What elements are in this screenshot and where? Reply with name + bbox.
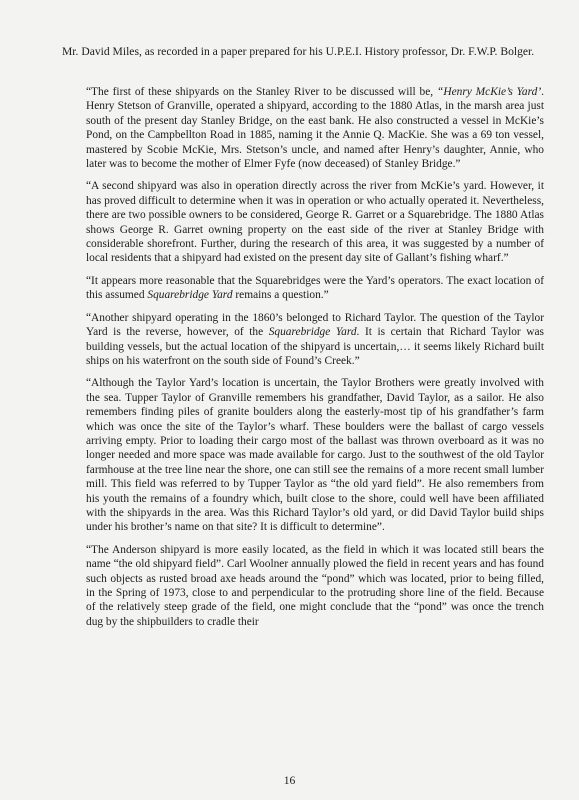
quote-paragraph	[86, 311, 544, 369]
text-segment: . It is certain that Richard Taylor was building vessels, but the actual location of the shipyard is uncertain,… it seems likely Richard built ships on his waterfront on the south side of Found’s Creek.”	[86, 326, 544, 367]
italic-text: “Henry McKie’s Yard’	[437, 86, 542, 98]
quote-paragraph	[86, 274, 544, 303]
text-segment: . Henry Stetson of Granville, operated a shipyard, according to the 1880 Atlas, in the marsh area just south of the present day Stanley Bridge, on the east bank. He also constructed a vessel in McKie’s Pond, on the Campbellton Road in 1885, naming it the Annie Q. MacKie. She was a 69 ton vessel, mastered by Scobie McKie, Mrs. Stetson’s uncle, and named after Henry’s daughter, Annie, who later was to become the mother of Elmer Fyfe (now deceased) of Stanley Bridge.”	[86, 86, 544, 171]
quote-paragraph	[86, 85, 544, 171]
text-segment: “Another shipyard operating in the 1860’s belonged to Richard Taylor. The question of the Taylor Yard is the reverse, however, of the	[86, 311, 544, 339]
quote-paragraph	[86, 179, 544, 265]
intro-text: Mr. David Miles, as recorded in a paper prepared for his U.P.E.I. History professor, Dr. F.W.P. Bolger.	[62, 45, 535, 58]
text-segment: “The Anderson shipyard is more easily located, as the field in which it was located still bears the name “the old shipyard field”. Carl Woolner annually plowed the field in recent years and has found such objects as rusted broad axe heads around the “pond” which was located, prior to being filled, in the Spring of 1973, close to and perpendicular to the protruding shore line of the field. Because of the relatively steep grade of the field, one might conclude that the “pond” was once the trench dug by the shipbuilders to cradle their	[86, 543, 544, 628]
text-segment: “It appears more reasonable that the Squarebridges were the Yard’s operators. The exact location of this assumed	[86, 274, 544, 302]
text-segment: “A second shipyard was also in operation directly across the river from McKie’s yard. However, it has proved difficult to determine when it was in operation or who actually operated it. Nevertheless, there are two possible owners to be considered, George R. Garret or a Squarebridge. The 1880 Atlas shows George R. Garret owning property on the east side of the river at Stanley Bridge with considerable shorefront. Further, during the research of this area, it was suggested by a number of local residents that a shipyard had existed on the present day site of Gallant’s fishing wharf.”	[86, 180, 544, 265]
text-segment: “Although the Taylor Yard’s location is uncertain, the Taylor Brothers were greatly involved with the sea. Tupper Taylor of Granville remembers his grandfather, David Taylor, as a sailor. He also remembers finding piles of granite boulders along the easterly-most tip of his grandfather’s farm which was once the site of the Taylor’s wharf. These boulders were the ballast of cargo vessels arriving empty. Prior to loading their cargo most of the ballast was thrown overboard as it was no longer needed and more space was made available for cargo. Just to the southwest of the old Taylor farmhouse at the tree line near the shore, one can still see the remains of a more recent small lumber mill. This field was referred to by Tupper Taylor as “the old yard field”. He also remembers from his youth the remains of a foundry which, built close to the shore, could well have been affiliated with the shipyards in the area. Was this Richard Taylor’s old yard, or did David Taylor build ships under his brother’s name on that site? It is difficult to determine”.	[86, 377, 544, 534]
italic-text: Squarebridge Yard	[147, 289, 233, 302]
italic-text: Squarebridge Yard	[268, 326, 357, 339]
page-number: 16	[283, 774, 296, 787]
quote-paragraph	[86, 376, 544, 534]
text-segment: “The first of these shipyards on the Stanley River to be discussed will be,	[86, 86, 438, 98]
quote-paragraph	[86, 543, 544, 629]
text-segment: remains a question.”	[232, 289, 329, 302]
quoted-passages	[86, 85, 544, 637]
